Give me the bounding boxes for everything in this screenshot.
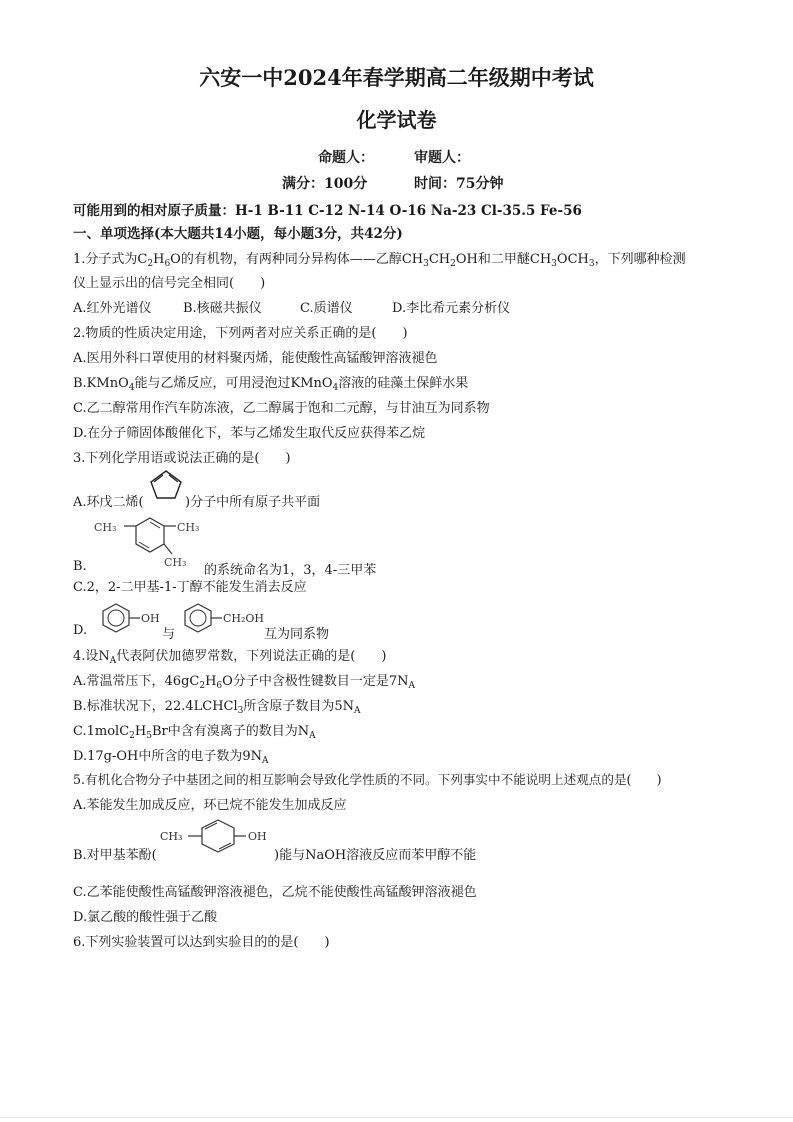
ch3-label-left: CH₃ (94, 521, 117, 534)
q1-option-a: A.红外光谱仪 (73, 301, 152, 316)
oh-label-phenol: OH (141, 612, 160, 625)
author-label: 命题人： (318, 150, 374, 166)
q3-option-a-end: )分子中所有原子共平面 (185, 495, 321, 510)
q5-option-a: A.苯能发生加成反应，环已烷不能发生加成反应 (73, 798, 347, 813)
q4-option-b: B.标准状况下，22.4LCHCl$_3$所含原子数目为$5N_A$ (73, 699, 361, 716)
reviewer-label: 审题人： (414, 150, 470, 166)
ch3-label-cresol: CH₃ (160, 830, 183, 843)
benzyl-alcohol-structure (176, 601, 266, 633)
q4-option-c: $C.1molC_2H_5Br$中含有溴离子的数目为$N_A$ (73, 724, 316, 741)
q2-option-b: B.KMnO$_4$能与乙烯反应，可用浸泡过KMnO$_4$溶液的硅藻土保鲜水果 (73, 376, 469, 393)
q5-option-d: D.氯乙酸的酸性强于乙酸 (73, 910, 218, 925)
exam-title: 六安一中2024年春学期高二年级期中考试 (199, 65, 594, 90)
q3-option-d-label: D. (73, 623, 88, 638)
q1-option-c: C.质谱仪 (300, 301, 353, 316)
q1-stem-line2: 仪上显示出的信号完全相同( ) (73, 276, 266, 291)
q2-option-d: D.在分子筛固体酸催化下，苯与乙烯发生取代反应获得苯乙烷 (73, 426, 426, 441)
phenol-structure (94, 601, 160, 633)
q1-option-d: D.李比希元素分析仪 (392, 301, 511, 316)
q6-stem: 6.下列实验装置可以达到实验目的的是( ) (73, 935, 330, 950)
q3-option-b-text: 的系统命名为1，3，4-三甲苯 (204, 563, 377, 578)
q2-option-a: A.医用外科口罩使用的材料聚丙烯，能使酸性高锰酸钾溶液褪色 (73, 351, 438, 366)
q2-option-c: C.乙二醇常用作汽车防冻液，乙二醇属于饱和二元醇，与甘油互为同系物 (73, 401, 490, 416)
score-info: 满分：100分 (282, 176, 368, 192)
page-bottom-rule (0, 1117, 793, 1118)
q2-stem: 2.物质的性质决定用途，下列两者对应关系正确的是( ) (73, 326, 408, 341)
q5-option-b-start: B.对甲基苯酚( (73, 848, 157, 863)
q3-option-d-end: 互为同系物 (264, 627, 330, 642)
cyclopentadiene-structure (146, 466, 186, 502)
atomic-masses: 可能用到的相对原子质量：H-1 B-11 C-12 N-14 O-16 Na-23 Cl-35.5 Fe-56 (73, 203, 582, 219)
oh-label-cresol: OH (248, 830, 267, 843)
q1-stem-line1: 1.分子式为$C_2H_6O$的有机物，有两种同分异构体——乙醇$CH_3CH_2OH$和二甲醚$CH_3OCH_3$，下列哪种检测 (73, 252, 686, 269)
p-cresol-structure (160, 816, 272, 856)
q5-option-c: C.乙苯能使酸性高锰酸钾溶液褪色，乙烷不能使酸性高锰酸钾溶液褪色 (73, 885, 477, 900)
ch2oh-label: CH₂OH (223, 612, 265, 625)
q3-option-d-mid: 与 (162, 627, 176, 642)
q4-option-d: D.17g-OH中所含的电子数为$9N_A$ (73, 749, 269, 766)
q3-stem: 3.下列化学用语或说法正确的是( ) (73, 451, 291, 466)
section-heading: 一、单项选择(本大题共14小题，每小题3分，共42分) (73, 226, 403, 242)
exam-subtitle: 化学试卷 (356, 108, 437, 132)
ch3-label-bottom: CH₃ (164, 556, 187, 569)
time-info: 时间：75分钟 (414, 176, 504, 192)
q3-option-a-start: A.环戊二烯( (73, 495, 144, 510)
q5-option-b-end: )能与NaOH溶液反应而苯甲醇不能 (274, 848, 477, 863)
q4-option-a: A.常温常压下，$46gC_2H_6O$分子中含极性键数目一定是$7N_A$ (73, 674, 415, 691)
q4-stem: 4.设$N_A$代表阿伏加德罗常数，下列说法正确的是( ) (73, 649, 387, 666)
q1-option-b: B.核磁共振仪 (183, 301, 262, 316)
trimethylbenzene-structure (92, 510, 204, 572)
q5-stem: 5.有机化合物分子中基团之间的相互影响会导致化学性质的不同。下列事实中不能说明上述观点的是( ) (73, 772, 662, 787)
ch3-label-right: CH₃ (177, 521, 200, 534)
q3-option-b-label: B. (73, 559, 87, 574)
q3-option-c: C.2，2-二甲基-1-丁醇不能发生消去反应 (73, 580, 307, 595)
